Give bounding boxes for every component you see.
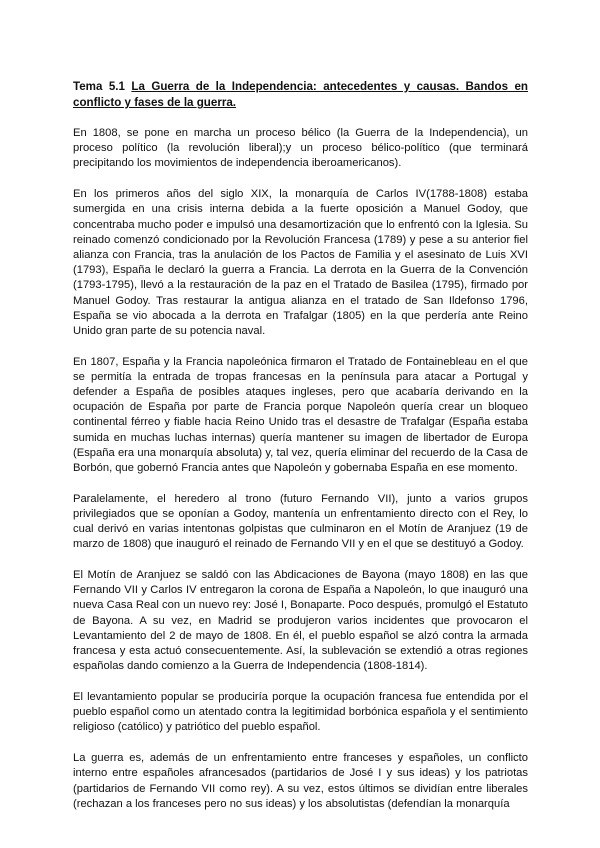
paragraph-7: La guerra es, además de un enfrentamiento entre franceses y españoles, un conflicto interno entre españoles afrancesados (partidarios de José I y sus ideas) y los patriotas (partidarios de Fernando VII como rey). A su vez, estos últimos se dividían entre liberales (rechazan a los franceses pero no sus ideas) y los absolutistas (defendían la monarquía bbox=[73, 752, 528, 810]
paragraph-1: En 1808, se pone en marcha un proceso bélico (la Guerra de la Independencia), un proceso político (la revolución liberal);y un proceso bélico-político (que terminará precipitando los movimientos de independencia iberoamericanos). bbox=[73, 127, 528, 170]
paragraph-5: El Motín de Aranjuez se saldó con las Abdicaciones de Bayona (mayo 1808) en las que Fernando VII y Carlos IV entregaron la corona de España a Napoleón, lo que inauguró una nueva Casa Real con un nuevo rey: José I, Bonaparte. Poco después, promulgó el Estatuto de Bayona. A su vez, en Madrid se produjeron varios incidentes que provocaron el Levantamiento del 2 de mayo de 1808. En él, el pueblo español se alzó contra la armada francesa y esta actuó consecuentemente. Así, la sublevación se extendió a otras regiones españolas dando comienzo a la Guerra de Independencia (1808-1814). bbox=[73, 569, 528, 673]
title-text: La Guerra de la Independencia: antecedentes y causas. Bandos en conflicto y fases de la guerra. bbox=[73, 80, 528, 109]
paragraph-6: El levantamiento popular se produciría porque la ocupación francesa fue entendida por el pueblo español como un atentado contra la legitimidad borbónica española y el sentimiento religioso (católico) y patriótico del pueblo español. bbox=[73, 691, 528, 734]
paragraph-2: En los primeros años del siglo XIX, la monarquía de Carlos IV(1788-1808) estaba sumergida en una crisis interna debida a la fuerte oposición a Manuel Godoy, que concentraba mucho poder e impulsó una desamortización que lo enfrentó con la Iglesia. Su reinado comenzó condicionado por la Revolución Francesa (1789) y pese a su anterior fiel alianza con Francia, tras la anulación de los Pactos de Familia y el asesinato de Luis XVI (1793), España le declaró la guerra a Francia. La derrota en la Guerra de la Convención (1793-1795), llevó a la restauración de la paz en el Tratado de Basilea (1795), firmado por Manuel Godoy. Tras restaurar la antigua alianza en el tratado de San Ildefonso 1796, España se vio abocada a la derrota en Trafalgar (1805) en la que perdería ante Reino Unido gran parte de su potencia naval. bbox=[73, 188, 528, 337]
paragraph-3: En 1807, España y la Francia napoleónica firmaron el Tratado de Fontainebleau en el que se permitía la entrada de tropas francesas en la península para atacar a Portugal y defender a España de posibles ataques ingleses, pero que acabaría derivando en la ocupación de España por parte de Francia porque Napoleón quería crear un bloqueo continental férreo y fiable hacia Reino Unido tras el desastre de Trafalgar (España estaba sumida en muchas luchas internas) quería mantener su imagen de libertador de Europa (España era una monarquía absoluta) y, tal vez, quería eliminar del recuerdo de la Casa de Borbón, que gobernó Francia antes que Napoleón y gobernaba España en ese momento. bbox=[73, 355, 528, 475]
title-label: Tema 5.1 bbox=[73, 80, 125, 93]
document-title bbox=[73, 79, 528, 111]
paragraph-4: Paralelamente, el heredero al trono (futuro Fernando VII), junto a varios grupos privilegiados que se oponían a Godoy, mantenía un enfrentamiento directo con el Rey, lo cual derivó en varias intentonas golpistas que culminaron en el Motín de Aranjuez (19 de marzo de 1808) que inauguró el reinado de Fernando VII y en el que se destituyó a Godoy. bbox=[73, 492, 528, 551]
